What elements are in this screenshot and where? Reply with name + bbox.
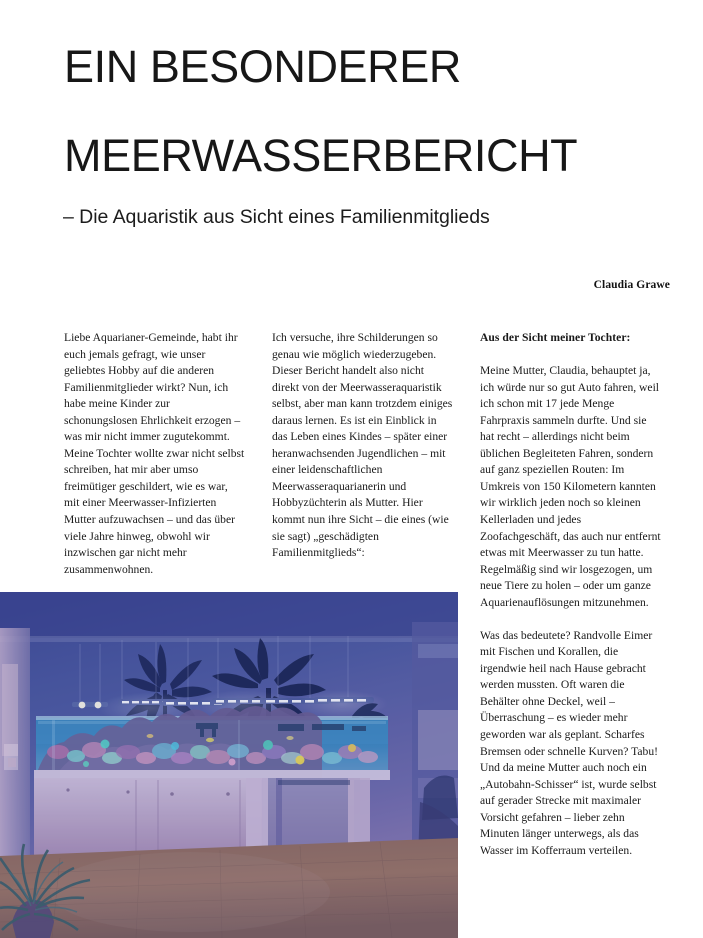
author-byline: Claudia Grawe: [593, 279, 670, 291]
paragraph: Ich versuche, ihre Schilderungen so genau wie möglich wiederzugeben. Dieser Bericht handelt also nicht direkt von der Meerwasseraquaristik selbst, aber man kann trotzdem einiges daraus lernen. Es ist ein Einblick in das Leben eines Kindes – später einer heranwachsenden Jugendlichen – mit einer leidenschaftlichen Meerwasseraquarianerin und Hobbyzüchterin als Mutter. Hier kommt nun ihre Sicht – die eines (wie sie sagt) „geschädigten Familienmitglieds“:: [272, 331, 453, 560]
section-heading: Aus der Sicht meiner Tochter:: [480, 331, 631, 344]
text-column-1: [64, 330, 245, 578]
subtitle: – Die Aquaristik aus Sicht eines Familienmitglieds: [63, 206, 490, 228]
headline-line-2: MEERWASSERBERICHT: [64, 130, 578, 181]
headline-line-1: EIN BESONDERER: [64, 41, 461, 92]
aquarium-photo: [0, 592, 458, 938]
text-column-3: [480, 330, 661, 859]
aquarium-photo-illustration: [0, 592, 458, 938]
page-title: [64, 41, 684, 181]
paragraph: Meine Mutter, Claudia, behauptet ja, ich würde nur so gut Auto fahren, weil ich schon mit 17 jede Menge Fahrpraxis sammeln durfte. Und sie hat recht – allerdings nicht beim üblichen Begleiteten Fahren, sondern auf ganz speziellen Routen: Im Umkreis von 150 Kilometern kannten wir wirklich jeden noch so kleinen Kellerladen und jedes Zoofachgeschäft, das auch nur entfernt etwas mit Meerwasser zu tun hatte. Regelmäßig sind wir losgezogen, um neue Tiere zu holen – oder um ganze Aquarienauflösungen mitzunehmen.: [480, 364, 661, 609]
text-column-2: [272, 330, 453, 562]
paragraph: Was das bedeutete? Randvolle Eimer mit Fischen und Korallen, die irgendwie heil nach Hause gebracht werden mussten. Oft waren die Behälter ohne Deckel, weil – Überraschung – es wieder mehr geworden war als geplant. Scharfes Bremsen oder schnelle Kurven? Tabu! Und da meine Mutter auch noch ein „Autobahn-Schisser“ ist, wurde selbst auf gerader Strecke mit maximaler Vorsicht gefahren – lieber zehn Minuten länger unterwegs, als das Wasser im Kofferraum verteilen.: [480, 628, 658, 857]
paragraph: Liebe Aquarianer-Gemeinde, habt ihr euch jemals gefragt, wie unser geliebtes Hobby auf die anderen Familienmitglieder wirkt? Nun, ich habe meine Kinder zur schonungslosen Ehrlichkeit erzogen – was mir nicht immer zugutekommt. Meine Tochter wollte zwar nicht selbst schreiben, hat mir aber umso freimütiger geschildert, wie es war, mit einer Meerwasser-Infizierten Mutter aufzuwachsen – und das über viele Jahre hinweg, obwohl wir inzwischen gar nicht mehr zusammenwohnen.: [64, 331, 245, 576]
